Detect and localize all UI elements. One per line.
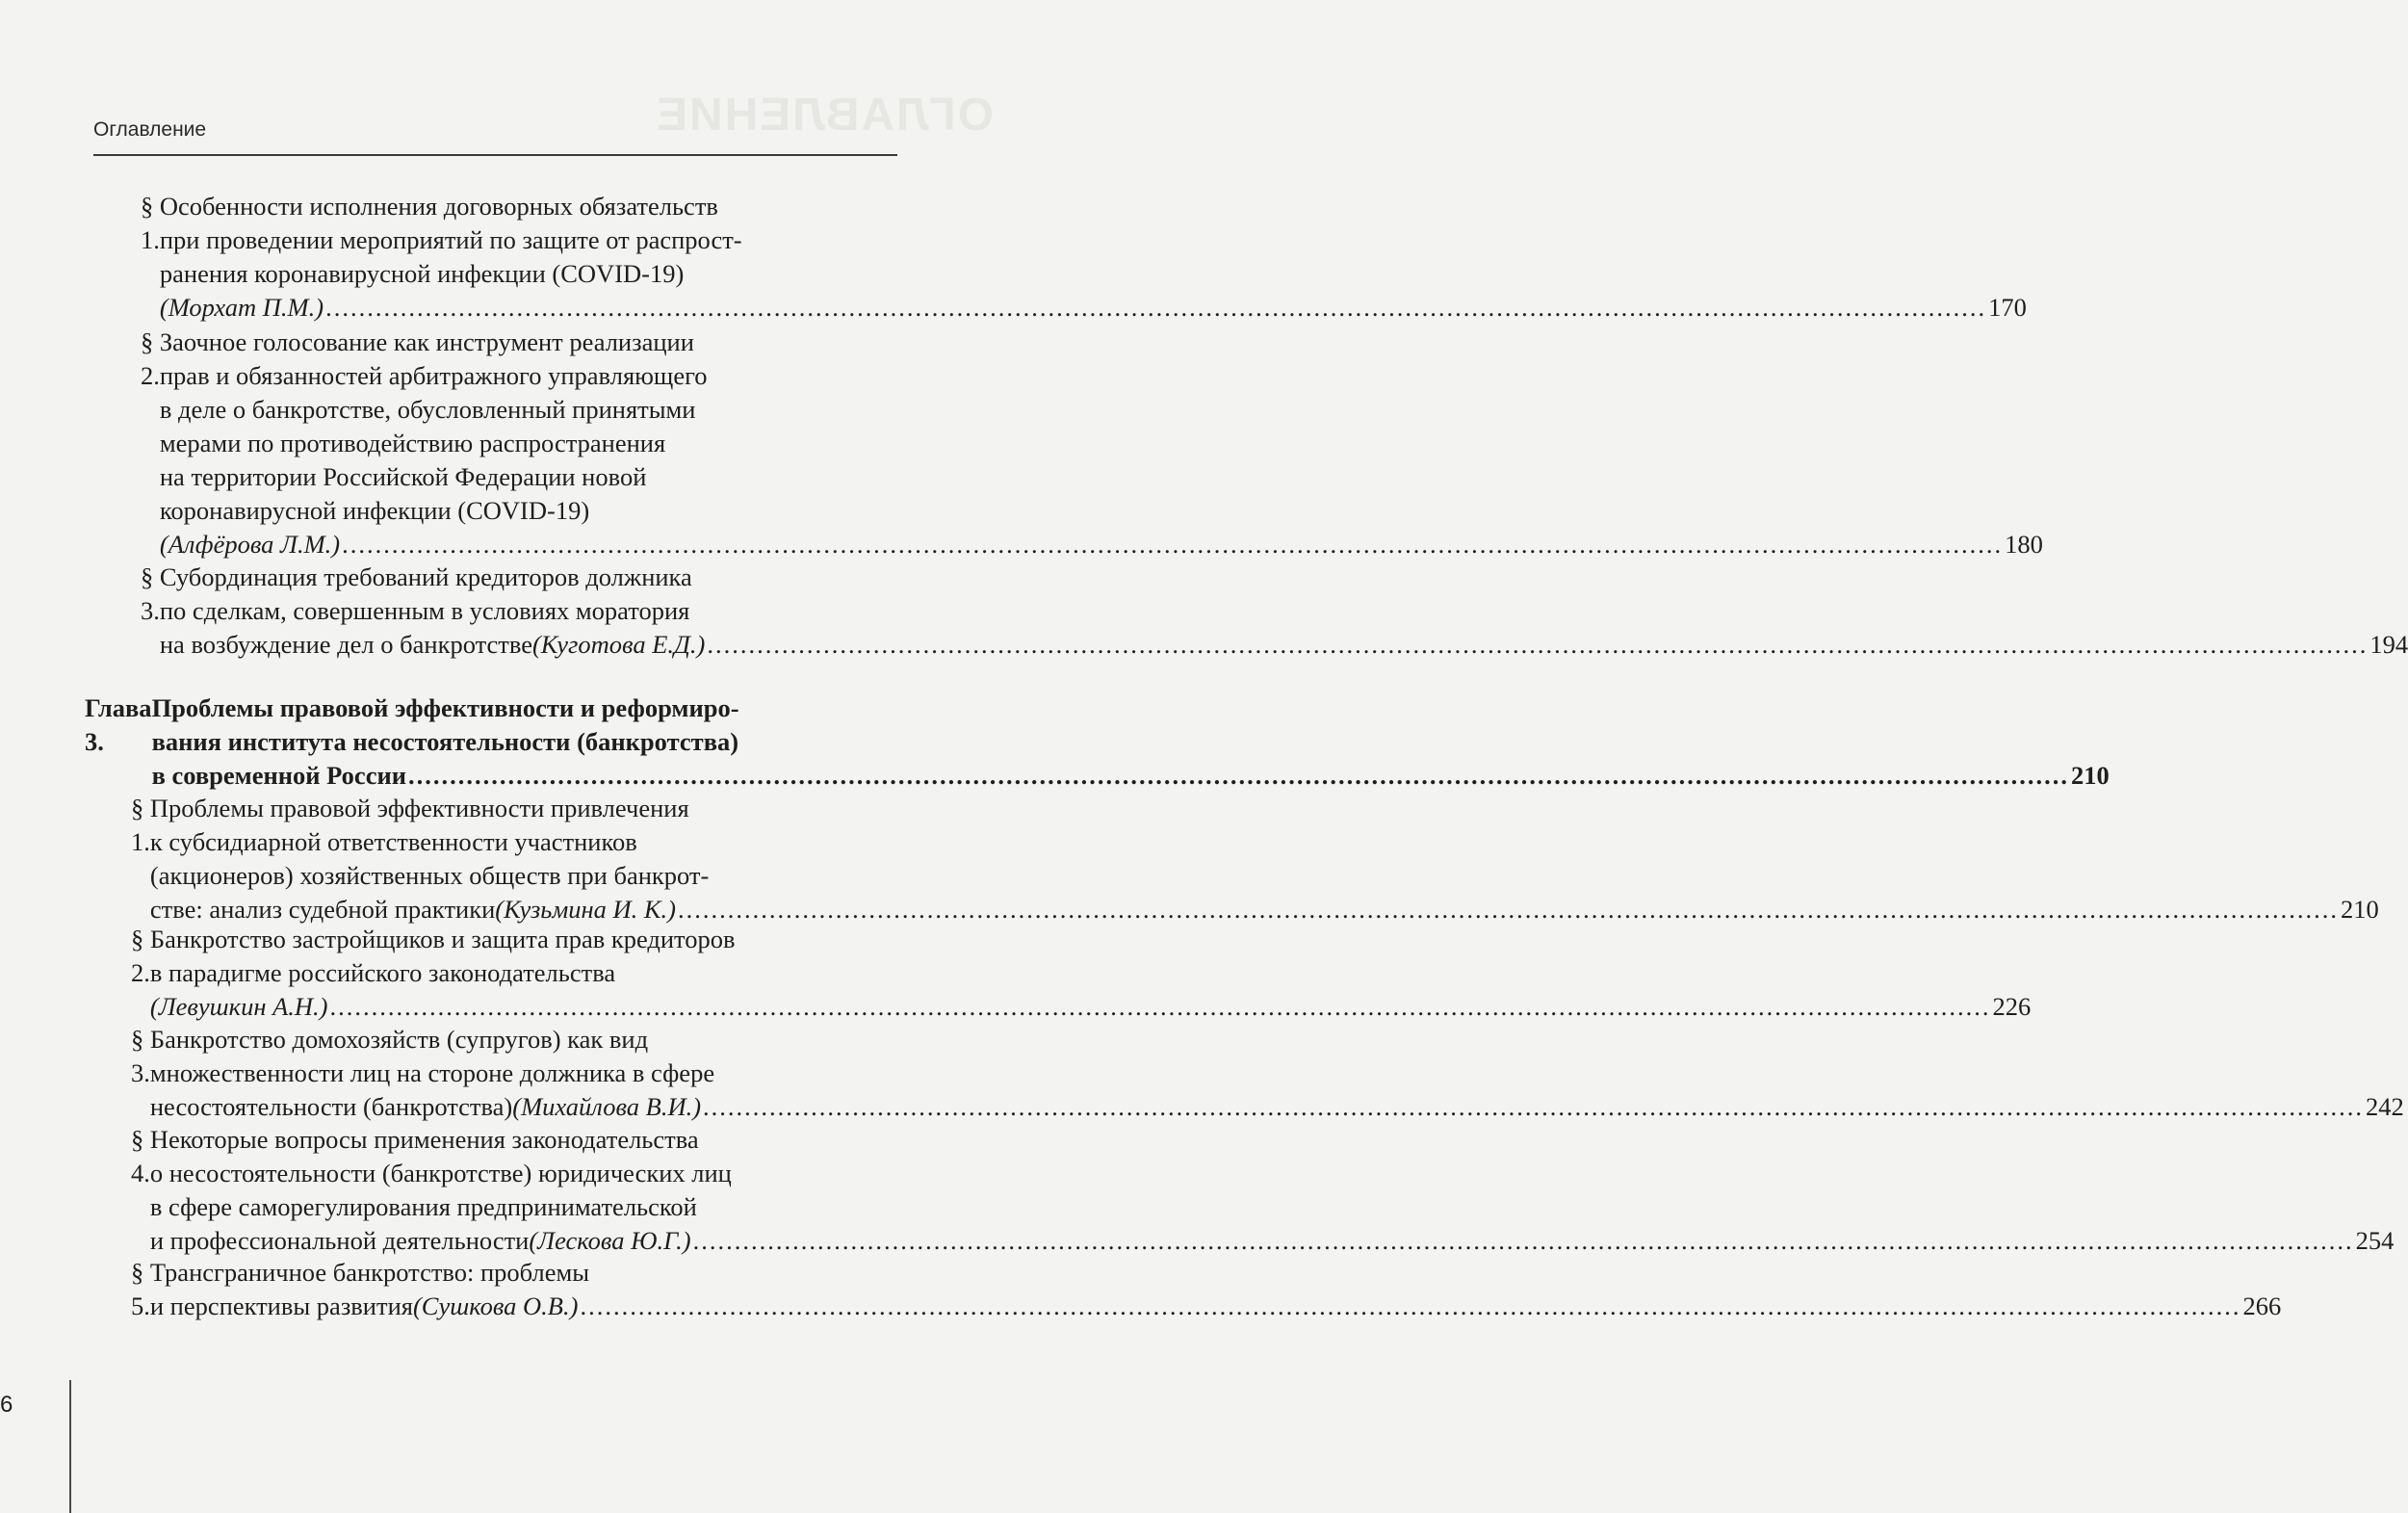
- bleed-through-heading: ОГЛАВЛЕНИЕ: [655, 90, 995, 141]
- toc-entry: [131, 923, 2032, 1024]
- entry-author: (Морхат П.М.): [159, 293, 324, 322]
- entry-line: в парадигме российского законодательства: [149, 958, 616, 987]
- chapter-number: Глава 3.: [85, 693, 152, 756]
- leader-dots: [693, 1224, 2354, 1258]
- entry-page: 254: [2355, 1226, 2395, 1255]
- leader-dots: [330, 990, 1991, 1024]
- entry-line: Заочное голосование как инструмент реализации: [159, 327, 694, 356]
- running-header-title: Оглавление: [93, 118, 207, 141]
- leader-dots: [703, 1090, 2364, 1124]
- entry-line: Особенности исполнения договорных обязательств: [159, 192, 718, 221]
- entry-line: Банкротство застройщиков и защита прав кредиторов: [149, 925, 736, 953]
- entry-line: на возбуждение дел о банкротстве: [159, 630, 532, 659]
- chapter-line: Проблемы правовой эффективности и реформиро-: [151, 693, 739, 722]
- entry-line: в деле о банкротстве, обусловленный принятыми: [159, 395, 696, 424]
- toc-entry: [131, 1023, 2404, 1124]
- toc-chapter: [85, 691, 2110, 793]
- entry-line: по сделкам, совершенным в условиях моратория: [159, 596, 690, 625]
- toc-entry: [141, 326, 2043, 561]
- entry-author: (Алфёрова Л.М.): [159, 530, 341, 559]
- entry-author: (Лескова Ю.Г.): [529, 1226, 691, 1255]
- header-rule: [93, 154, 897, 156]
- entry-line: Некоторые вопросы применения законодательства: [149, 1125, 699, 1154]
- entry-author: (Сушкова О.В.): [412, 1291, 579, 1320]
- entry-page: 194: [2369, 630, 2408, 659]
- entry-line: Проблемы правовой эффективности привлечения: [149, 794, 689, 822]
- entry-line: Банкротство домохозяйств (супругов) как вид: [149, 1025, 649, 1054]
- entry-page: 242: [2366, 1092, 2404, 1121]
- leader-dots: [342, 528, 2003, 561]
- entry-number: § 4.: [131, 1125, 150, 1187]
- entry-line: (акционеров) хозяйственных обществ при банкрот-: [149, 861, 710, 890]
- toc-entry: [141, 190, 2027, 325]
- entry-page: 180: [2005, 530, 2043, 559]
- entry-number: § 2.: [131, 925, 150, 987]
- leader-dots: [580, 1290, 2240, 1323]
- entry-page: 170: [1988, 293, 2027, 322]
- entry-line: к субсидиарной ответственности участников: [149, 827, 637, 856]
- chapter-line: в современной России: [151, 761, 406, 790]
- entry-line: и перспективы развития: [149, 1291, 413, 1320]
- entry-line: мерами по противодействию распространения: [159, 429, 666, 457]
- chapter-line: вания института несостоятельности (банкротства): [151, 727, 739, 756]
- entry-number: § 5.: [131, 1258, 150, 1320]
- entry-line: стве: анализ судебной практики: [149, 895, 496, 924]
- entry-line: ранения коронавирусной инфекции (COVID-19): [159, 259, 685, 288]
- entry-number: § 3.: [131, 1025, 150, 1087]
- entry-line: несостоятельности (банкротства): [149, 1092, 513, 1121]
- entry-author: (Левушкин А.Н.): [149, 992, 328, 1021]
- leader-dots: [325, 291, 1986, 325]
- entry-line: в сфере саморегулирования предпринимательской: [149, 1192, 697, 1221]
- entry-line: на территории Российской Федерации новой: [159, 462, 647, 491]
- entry-line: при проведении мероприятий по защите от распрост-: [159, 225, 742, 254]
- entry-line: множественности лиц на стороне должника в сфере: [149, 1058, 715, 1087]
- entry-page: 226: [1992, 992, 2032, 1021]
- entry-line: и профессиональной деятельности: [149, 1226, 530, 1255]
- entry-line: Субординация требований кредиторов должника: [159, 562, 692, 591]
- entry-number: § 1.: [141, 192, 160, 254]
- chapter-page: 210: [2071, 761, 2110, 790]
- entry-author: (Михайлова В.И.): [512, 1092, 702, 1121]
- toc-entry: [131, 1123, 2395, 1258]
- entry-line: коронавирусной инфекции (COVID-19): [159, 496, 590, 525]
- leader-dots: [678, 893, 2339, 926]
- toc-entry: [141, 561, 2408, 662]
- entry-author: (Кузьмина И. К.): [495, 895, 676, 924]
- entry-page: 266: [2242, 1291, 2282, 1320]
- leader-dots: [408, 759, 2069, 793]
- entry-line: Трансграничное банкротство: проблемы: [149, 1258, 590, 1287]
- leader-dots: [707, 628, 2368, 662]
- entry-number: § 1.: [131, 794, 150, 856]
- entry-number: § 3.: [141, 562, 160, 625]
- page-number: 6: [0, 1392, 13, 1418]
- entry-number: § 2.: [141, 327, 160, 390]
- entry-line: прав и обязанностей арбитражного управляющего: [159, 361, 708, 390]
- entry-line: о несостоятельности (банкротстве) юридических лиц: [149, 1159, 732, 1187]
- toc-entry: [131, 792, 2379, 926]
- entry-page: 210: [2340, 895, 2379, 924]
- entry-author: (Куготова Е.Д.): [531, 630, 706, 659]
- toc-entry: [131, 1256, 2282, 1323]
- footer-rule: [69, 1380, 71, 1513]
